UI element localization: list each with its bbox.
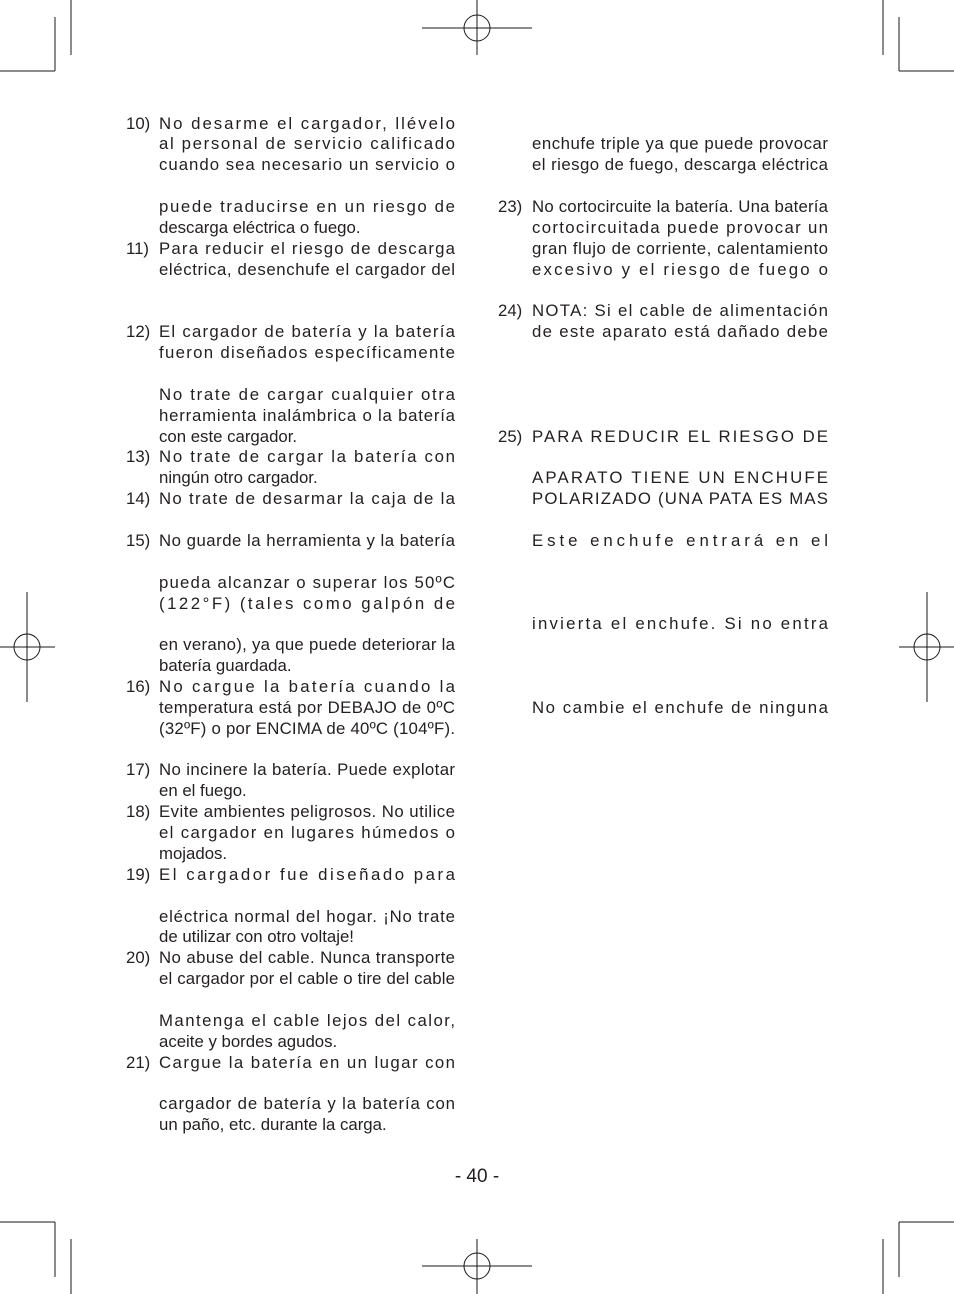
crop-mark-top-left <box>0 0 71 71</box>
item-number: 17) <box>126 760 151 779</box>
item-text-line: herramienta inalámbrica o la batería <box>159 406 456 425</box>
item-number: 12) <box>126 322 151 341</box>
item-text-line: No cortocircuite la batería. Una batería <box>532 197 829 216</box>
item-text-line: No guarde la herramienta y la batería <box>159 531 456 550</box>
item-text-line: Para reducir el riesgo de descarga <box>159 239 457 258</box>
item-text-line: PARA REDUCIR EL RIESGO DE <box>532 427 831 446</box>
item-text-line: No cargue la batería cuando la <box>159 677 458 696</box>
item-number: 23) <box>498 197 523 216</box>
item-text-line: NOTA: Si el cable de alimentación <box>532 301 830 320</box>
item-number: 11) <box>126 239 150 258</box>
item-text-line: excesivo y el riesgo de fuego o <box>532 260 831 279</box>
item-text-line: Cargue la batería en un lugar con <box>159 1053 457 1072</box>
item-text-line: invierta el enchufe. Si no entra <box>532 614 831 633</box>
item-text-line: cuando sea necesario un servicio o <box>159 155 456 174</box>
item-number: 15) <box>126 531 151 550</box>
item-text-line: al personal de servicio calificado <box>159 134 457 153</box>
item-text-line: eléctrica, desenchufe el cargador del <box>159 260 456 279</box>
registration-mark-top <box>422 0 532 55</box>
item-text-line: mojados. <box>159 844 228 863</box>
registration-mark-right <box>899 592 954 702</box>
page-number: - 40 - <box>454 1166 500 1187</box>
item-number: 19) <box>126 865 151 884</box>
item-text-line: batería guardada. <box>159 656 292 675</box>
item-text-line: el riesgo de fuego, descarga eléctrica <box>532 155 829 174</box>
item-text-line: gran flujo de corriente, calentamiento <box>532 239 829 258</box>
item-number: 21) <box>126 1053 151 1072</box>
item-number: 25) <box>498 427 523 446</box>
item-text-line: puede traducirse en un riesgo de <box>159 197 457 216</box>
item-text-line: Evite ambientes peligrosos. No utilice <box>159 802 456 821</box>
item-number: 13) <box>126 447 151 466</box>
item-text-line: El cargador de batería y la batería <box>159 322 457 341</box>
item-text-line: No trate de desarmar la caja de la <box>159 489 457 508</box>
item-number: 14) <box>126 489 151 508</box>
item-text-line: No trate de cargar la batería con <box>159 447 457 466</box>
item-text-line: Mantenga el cable lejos del calor, <box>159 1011 457 1030</box>
item-number: 10) <box>126 114 151 133</box>
item-text-line: POLARIZADO (UNA PATA ES MAS <box>532 489 830 508</box>
crop-mark-bottom-left <box>0 1222 71 1294</box>
item-text-line: (122°F) (tales como galpón de <box>159 594 458 613</box>
item-number: 20) <box>126 948 151 967</box>
item-text-line: en el fuego. <box>159 781 247 800</box>
item-text-line: en verano), ya que puede deteriorar la <box>159 635 456 654</box>
item-text-line: APARATO TIENE UN ENCHUFE <box>532 468 831 487</box>
item-text-line: (32ºF) o por ENCIMA de 40ºC (104ºF). <box>159 719 456 738</box>
item-text-line: aceite y bordes agudos. <box>159 1032 338 1051</box>
item-text-line: cortocircuitada puede provocar un <box>532 218 830 237</box>
item-text-line: temperatura está por DEBAJO de 0ºC <box>159 698 456 717</box>
registration-mark-left <box>0 592 55 702</box>
item-text-line: de utilizar con otro voltaje! <box>159 927 354 946</box>
item-text-line: de este aparato está dañado debe <box>532 322 830 341</box>
item-text-line: con este cargador. <box>159 427 298 446</box>
item-text-line: eléctrica normal del hogar. ¡No trate <box>159 907 456 926</box>
item-text-line: No cambie el enchufe de ninguna <box>532 698 830 717</box>
item-text-line: Este enchufe entrará en el <box>532 531 832 550</box>
item-number: 16) <box>126 677 151 696</box>
registration-mark-bottom <box>422 1239 532 1294</box>
item-text-line: pueda alcanzar o superar los 50ºC <box>159 573 457 592</box>
item-text-line: No incinere la batería. Puede explotar <box>159 760 456 779</box>
item-text-line: el cargador por el cable o tire del cable <box>159 969 456 988</box>
item-text-line: No desarme el cargador, llévelo <box>159 114 457 133</box>
crop-mark-bottom-right <box>883 1222 954 1294</box>
item-text-line: fueron diseñados específicamente <box>159 343 457 362</box>
item-number: 24) <box>498 301 523 320</box>
crop-mark-top-right <box>883 0 954 71</box>
item-number: 18) <box>126 802 151 821</box>
item-text-line: No abuse del cable. Nunca transporte <box>159 948 456 967</box>
item-text-line: cargador de batería y la batería con <box>159 1094 456 1113</box>
item-text-line: ningún otro cargador. <box>159 468 318 487</box>
item-text-line: un paño, etc. durante la carga. <box>159 1115 387 1134</box>
item-text-line: El cargador fue diseñado para <box>159 865 458 884</box>
item-text-line: No trate de cargar cualquier otra <box>159 385 457 404</box>
item-text-line: el cargador en lugares húmedos o <box>159 823 457 842</box>
item-text-line: descarga eléctrica o fuego. <box>159 218 361 237</box>
item-text-line: enchufe triple ya que puede provocar <box>532 134 829 153</box>
